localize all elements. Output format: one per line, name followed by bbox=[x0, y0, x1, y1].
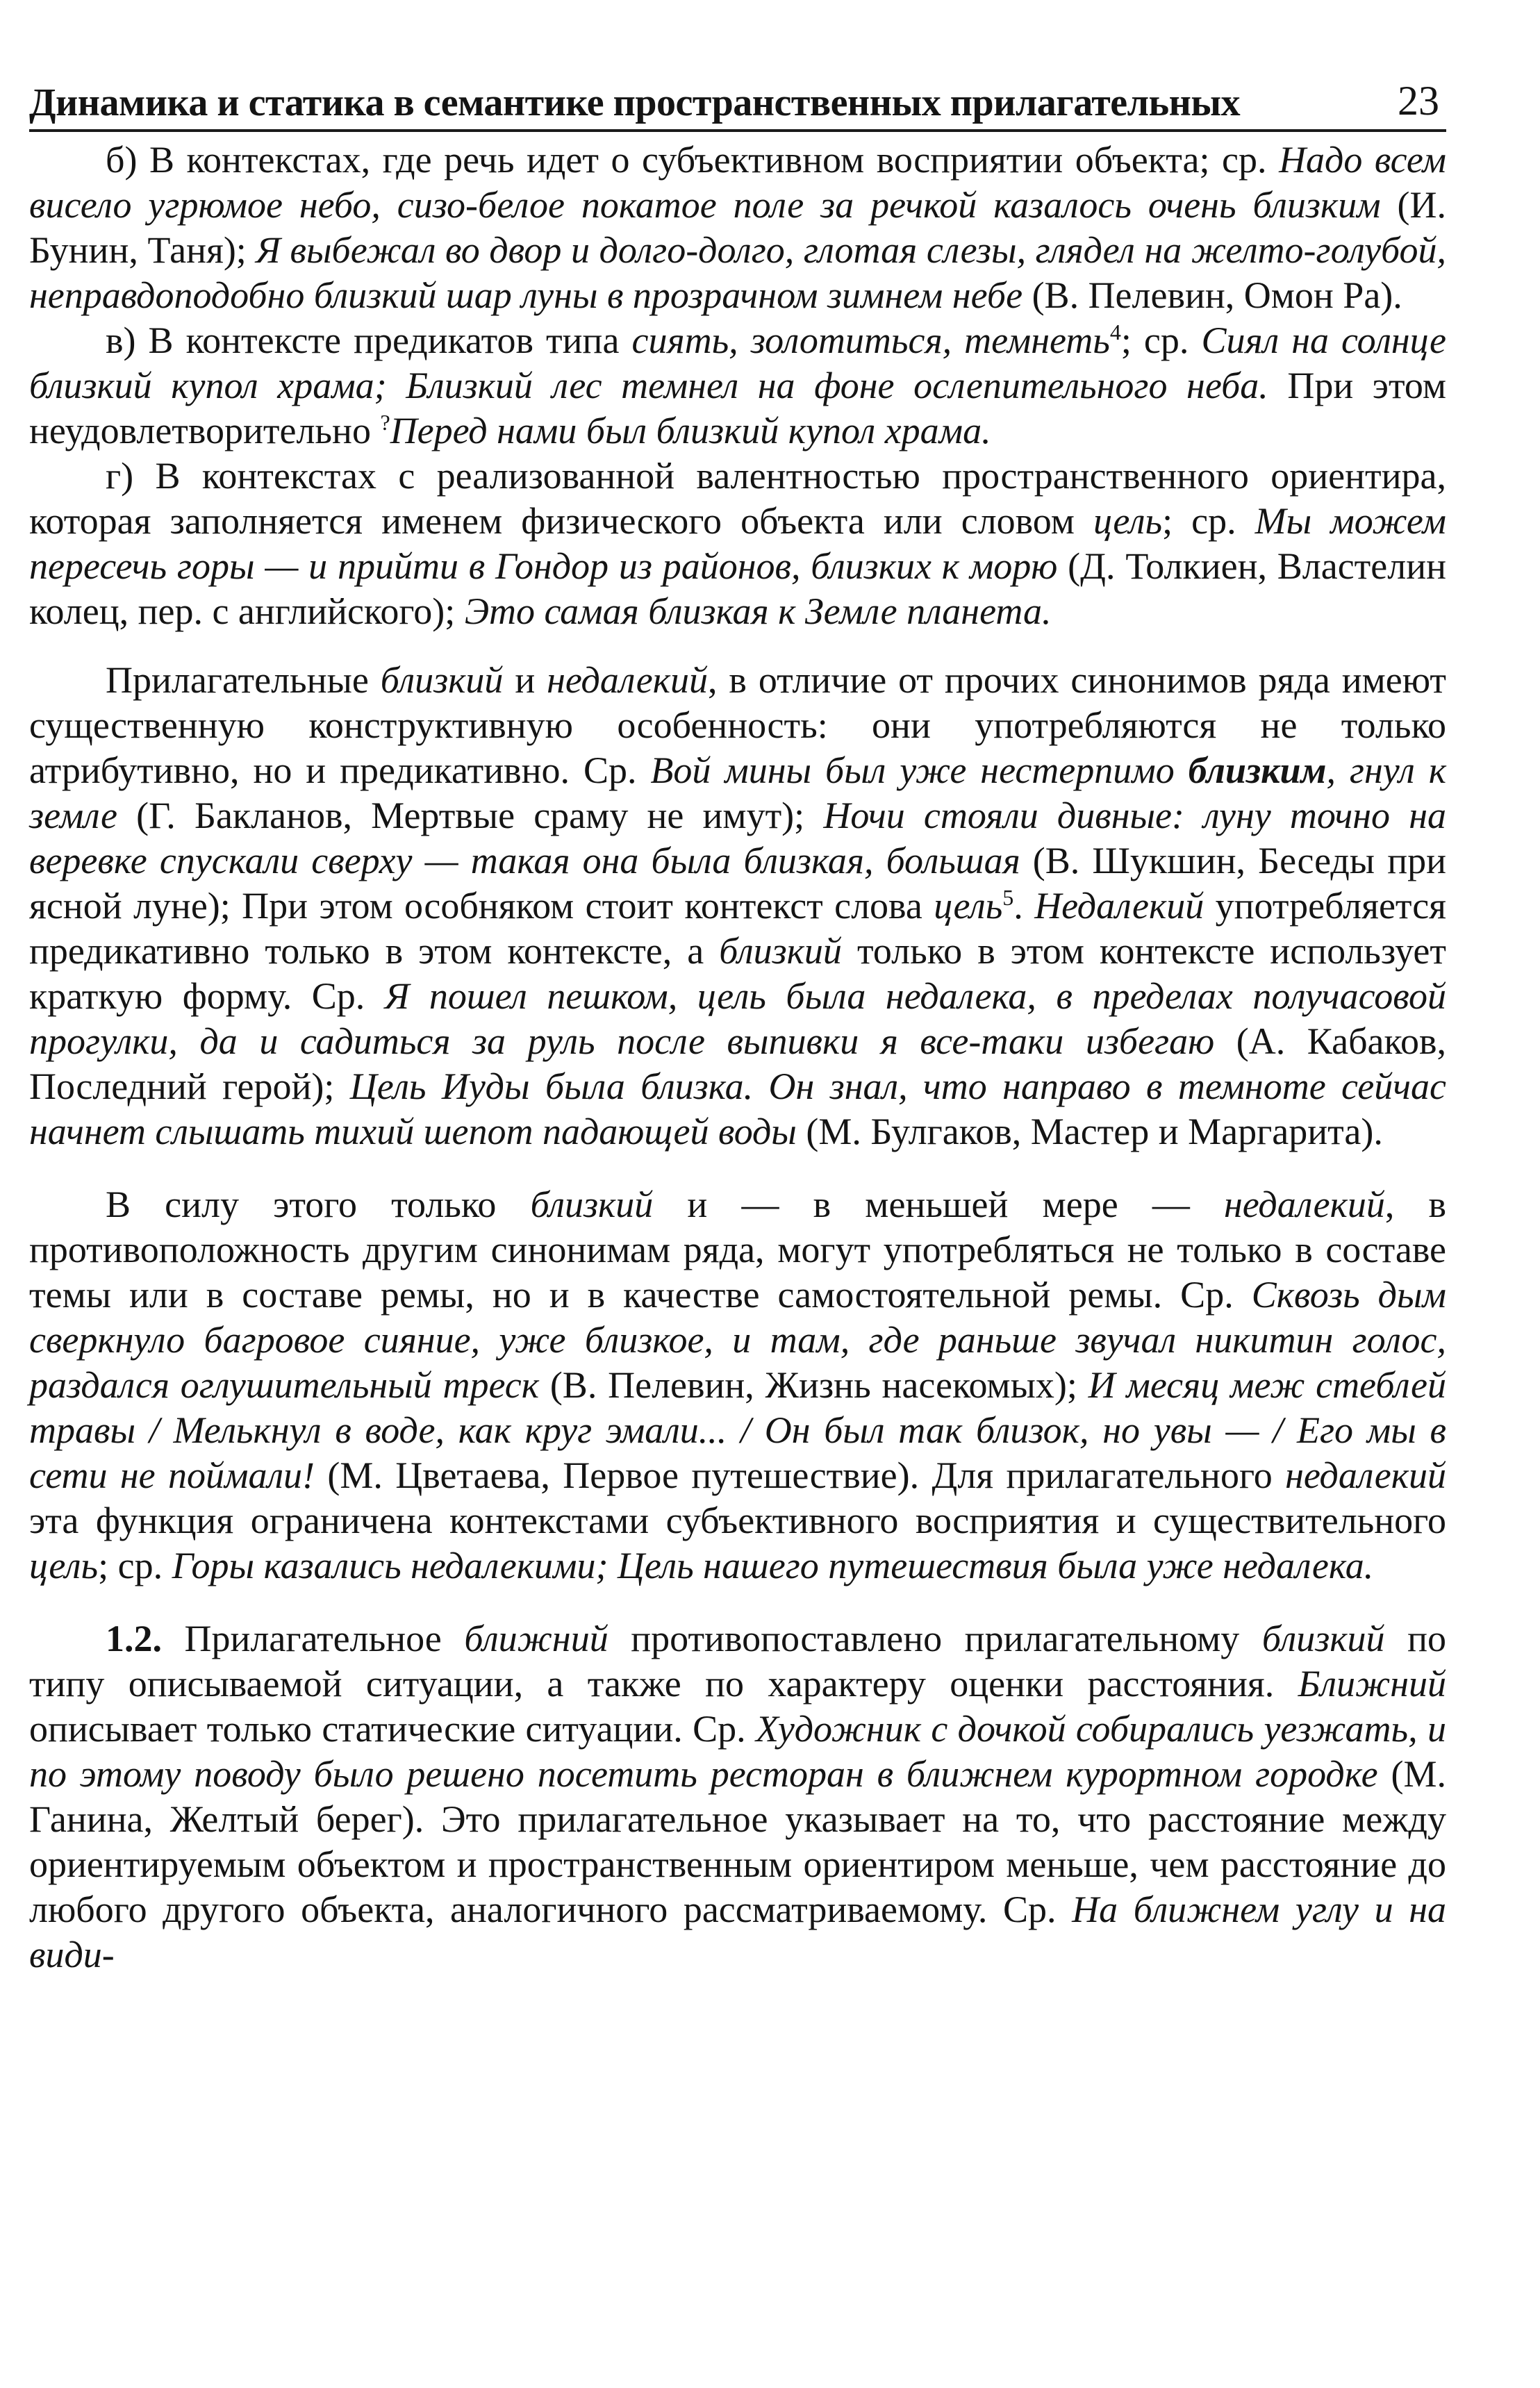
italic-run: Мы можем пересечь горы — и прийти в Гондор из районов, близких к морю bbox=[29, 500, 1446, 587]
page-number: 23 bbox=[1398, 78, 1439, 124]
italic-run: Вой мины был уже нестерпимо bbox=[650, 749, 1189, 791]
text-run: Прилагательные bbox=[106, 659, 381, 701]
text-run: , в противоположность другим синонимам ряда, могут употребляться не только в составе темы или в составе ремы, но и в качестве самостоятельной ремы. Ср. bbox=[29, 1184, 1446, 1316]
italic-run: близкий bbox=[1261, 1618, 1385, 1659]
paragraph-p4 bbox=[29, 658, 1446, 1154]
italic-run: близкий bbox=[380, 659, 504, 701]
text-run: ; ср. bbox=[1120, 320, 1202, 361]
text-run: (М. Булгаков, Мастер и Маргарита). bbox=[796, 1111, 1383, 1152]
italic-run: Ближний bbox=[1298, 1663, 1446, 1705]
italic-run: сиять, золотиться, темнеть bbox=[631, 320, 1110, 361]
text-run: (М. Ганина, Желтый берег). Это прилагательное указывает на то, что расстояние между ориентируемым объектом и пространственным ориентиром меньше, чем расстояние до любого другого объекта, аналогичного рассматриваемому. Ср. bbox=[29, 1753, 1446, 1930]
text-run: В силу этого только bbox=[106, 1184, 531, 1225]
italic-run: Художник с дочкой собирались уезжать, и по этому поводу было решено посетить ресторан в ближнем курортном городке bbox=[29, 1708, 1446, 1795]
italic-run: цель bbox=[1093, 500, 1163, 542]
text-run: г) В контекстах с реализованной валентностью пространственного ориентира, которая заполняется именем физического объекта или словом bbox=[29, 455, 1446, 542]
text-run: (А. Кабаков, Последний герой); bbox=[29, 1020, 1446, 1107]
text-run: (В. Шукшин, Беседы при ясной луне); При этом особняком стоит контекст слова bbox=[29, 840, 1446, 927]
text-run: и bbox=[503, 659, 547, 701]
text-run: по типу описываемой ситуации, а также по характеру оценки расстояния. bbox=[29, 1618, 1446, 1705]
text-run: и — в меньшей мере — bbox=[653, 1184, 1224, 1225]
text-run: (Д. Толкиен, Властелин колец, пер. с английского); bbox=[29, 545, 1446, 632]
italic-run: недалекий bbox=[1223, 1184, 1385, 1225]
paragraph-p1 bbox=[29, 138, 1446, 318]
italic-run: Я пошел пешком, цель была недалека, в пределах получасовой прогулки, да и садиться за руль после выпивки я все-таки избегаю bbox=[29, 975, 1446, 1062]
paragraph-p3 bbox=[29, 454, 1446, 634]
text-run: в) В контексте предикатов типа bbox=[106, 320, 632, 361]
text-run: эта функция ограничена контекстами субъективного восприятия и существительного bbox=[29, 1500, 1446, 1541]
text-run: (Г. Бакланов, Мертвые сраму не имут); bbox=[117, 795, 824, 836]
italic-run: , гнул к земле bbox=[29, 749, 1446, 836]
italic-run: Недалекий bbox=[1034, 885, 1204, 927]
italic-run: Цель Иуды была близка. Он знал, что направо в темноте сейчас начнет слышать тихий шепот падающей воды bbox=[29, 1066, 1446, 1152]
text-run: (В. Пелевин, Омон Ра). bbox=[1022, 274, 1402, 316]
italic-run: близкий bbox=[719, 930, 842, 972]
italic-run: Горы казались недалекими; Цель нашего путешествия была уже недалека. bbox=[172, 1545, 1374, 1586]
italic-run: Это самая близкая к Земле планета. bbox=[464, 590, 1052, 632]
footnote-marker: 4 bbox=[1109, 320, 1121, 345]
book-page bbox=[29, 56, 1446, 1977]
italic-run: И месяц меж стеблей травы / Мелькнул в воде, как круг эмали... / Он был так близок, но увы — / Его мы в сети не поймали! bbox=[29, 1364, 1446, 1496]
italic-run: недалекий bbox=[547, 659, 708, 701]
italic-run: На ближнем углу и на види- bbox=[29, 1889, 1446, 1975]
text-run: только в этом контексте использует краткую форму. Ср. bbox=[29, 930, 1446, 1017]
text-run: описывает только статические ситуации. Ср. bbox=[29, 1708, 756, 1750]
italic-run: Я выбежал во двор и долго-долго, глотая слезы, глядел на желто-голубой, неправдоподобно близкий шар луны в прозрачном зимнем небе bbox=[29, 229, 1446, 316]
bold-italic-run: близким bbox=[1188, 749, 1327, 791]
italic-run: ближний bbox=[464, 1618, 608, 1659]
italic-run: недалекий bbox=[1285, 1454, 1446, 1496]
text-run: (М. Цветаева, Первое путешествие). Для прилагательного bbox=[315, 1454, 1286, 1496]
italic-run: Перед нами был близкий купол храма. bbox=[390, 410, 991, 451]
text-run: При этом неудовлетворительно bbox=[29, 365, 1446, 451]
bold-run: 1.2. bbox=[106, 1618, 162, 1659]
page-body bbox=[29, 138, 1446, 1977]
running-title: Динамика и статика в семантике пространственных прилагательных bbox=[29, 81, 1241, 124]
italic-run: Сквозь дым сверкнуло багровое сияние, уже близкое, и там, где раньше звучал никитин голос, раздался оглушительный треск bbox=[29, 1274, 1446, 1406]
text-run: ; ср. bbox=[98, 1545, 172, 1586]
footnote-marker: ? bbox=[380, 410, 390, 435]
text-run: (И. Бунин, Таня); bbox=[29, 184, 1446, 271]
text-run: употребляется предикативно только в этом контексте, а bbox=[29, 885, 1446, 972]
text-run: противопоставлено прилагательному bbox=[608, 1618, 1262, 1659]
italic-run: близкий bbox=[530, 1184, 654, 1225]
italic-run: Ночи стояли дивные: луну точно на веревке спускали сверху — такая она была близкая, большая bbox=[29, 795, 1446, 881]
italic-run: цель bbox=[29, 1545, 99, 1586]
footnote-marker: 5 bbox=[1002, 885, 1014, 910]
italic-run: Сиял на солнце близкий купол храма; Близкий лес темнел на фоне ослепительного неба. bbox=[29, 320, 1446, 406]
text-run: б) В контекстах, где речь идет о субъективном восприятии объекта; ср. bbox=[106, 139, 1280, 181]
italic-run: Надо всем висело угрюмое небо, сизо-белое покатое поле за речкой казалось очень близким bbox=[29, 139, 1446, 226]
paragraph-p5 bbox=[29, 1182, 1446, 1589]
paragraph-p6 bbox=[29, 1616, 1446, 1977]
text-run: , в отличие от прочих синонимов ряда имеют существенную конструктивную особенность: они употребляются не только атрибутивно, но и предикативно. Ср. bbox=[29, 659, 1446, 791]
text-run: ; ср. bbox=[1162, 500, 1255, 542]
italic-run: цель bbox=[934, 885, 1003, 927]
text-run: . bbox=[1013, 885, 1035, 927]
text-run: Прилагательное bbox=[162, 1618, 465, 1659]
paragraph-p2 bbox=[29, 318, 1446, 454]
text-run: (В. Пелевин, Жизнь насекомых); bbox=[539, 1364, 1088, 1406]
running-head bbox=[29, 56, 1446, 132]
